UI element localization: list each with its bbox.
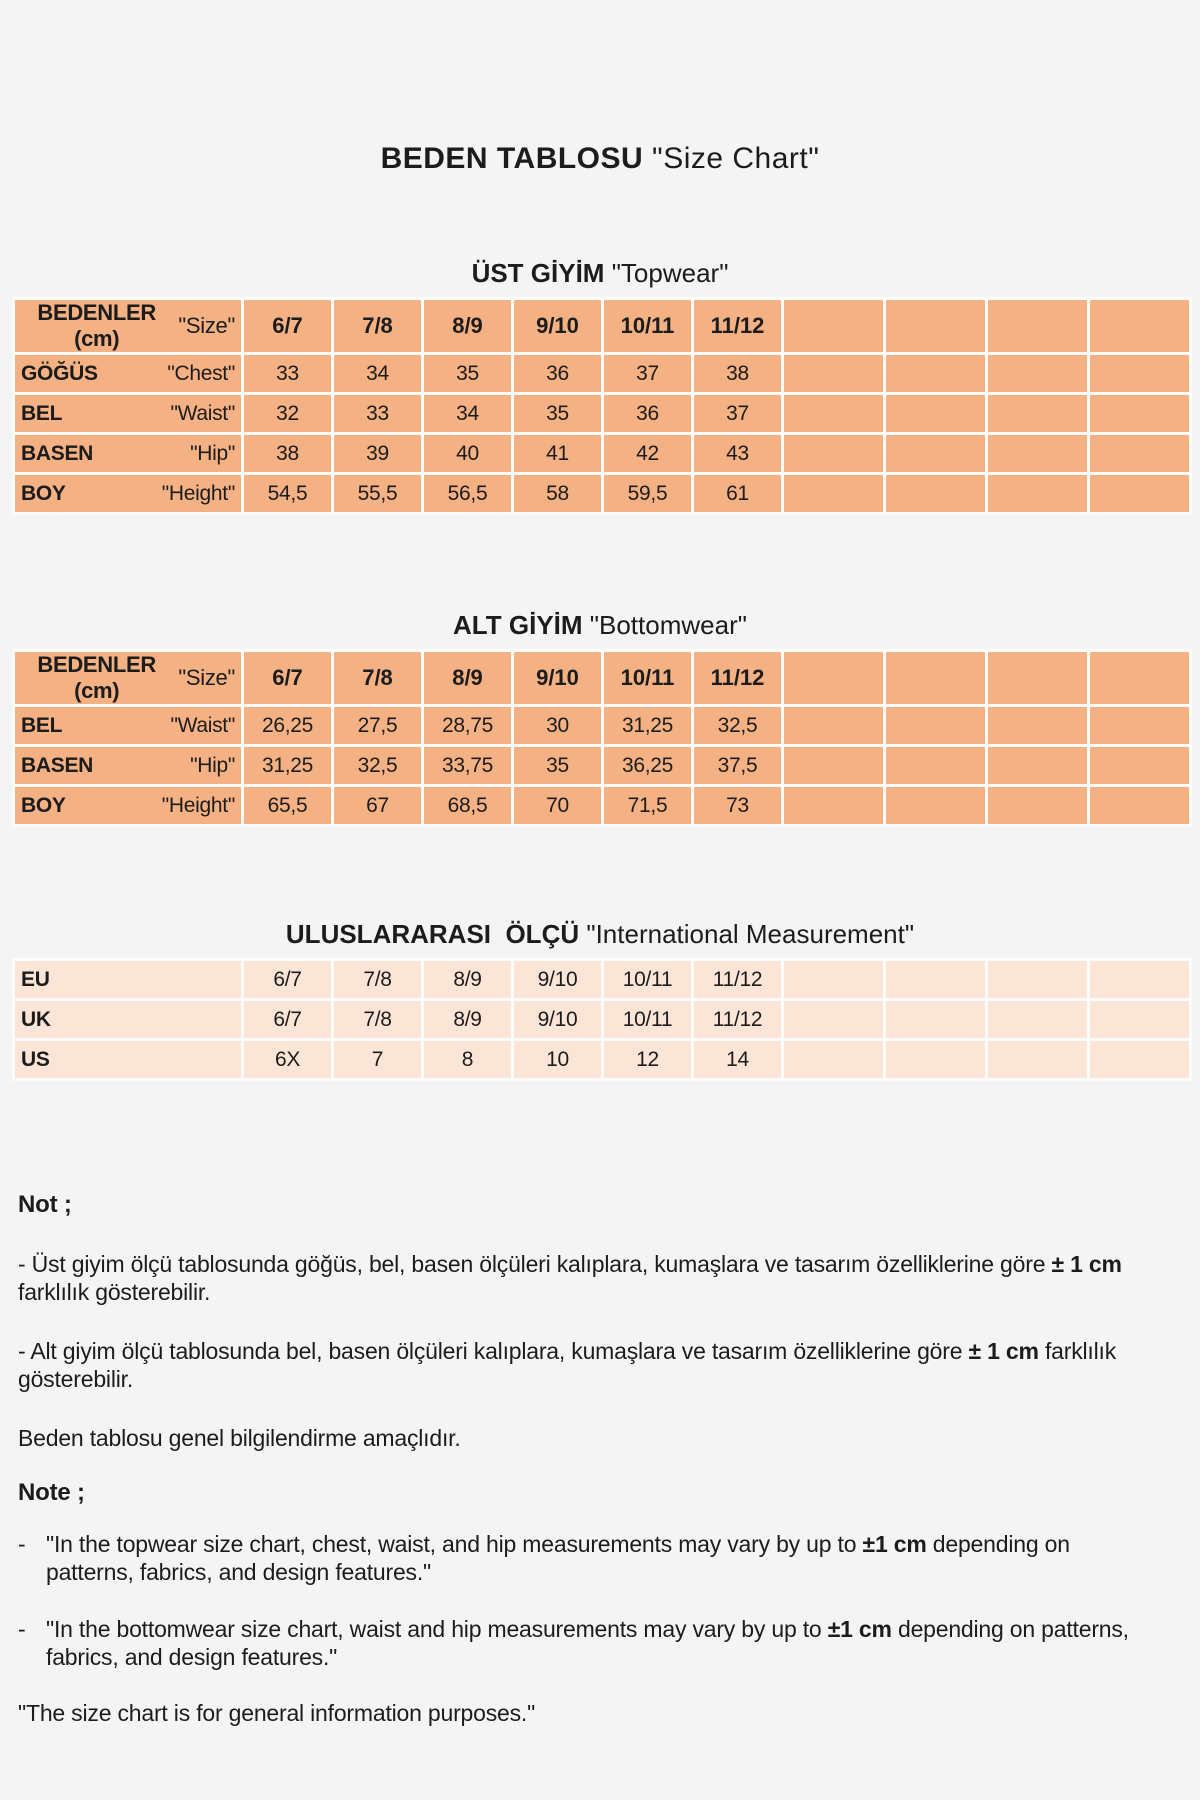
- empty-cell: [784, 355, 883, 392]
- empty-cell: [1090, 1001, 1189, 1038]
- international-eu: [15, 961, 241, 998]
- measurement-value: 61: [694, 475, 781, 512]
- topwear-size-col: 11/12: [694, 300, 781, 352]
- bottomwear-heading-english: "Bottomwear": [582, 610, 747, 640]
- measurement-value: 35: [424, 355, 511, 392]
- topwear-bel: [15, 395, 241, 432]
- measurement-value: 26,25: [244, 707, 331, 744]
- empty-cell: [784, 652, 883, 704]
- bottomwear-heading: [0, 610, 1200, 640]
- empty-cell: [886, 395, 985, 432]
- turkish-note-topwear: [18, 1250, 1178, 1306]
- english-note-topwear-text: [46, 1530, 1178, 1586]
- bullet-dash: -: [18, 1616, 26, 1642]
- measurement-value: 43: [694, 435, 781, 472]
- bottomwear-size-header: [15, 652, 241, 704]
- topwear-size-col: 7/8: [334, 300, 421, 352]
- international-eu-label: EU: [21, 967, 50, 991]
- turkish-note-topwear-tolerance: ± 1 cm: [1051, 1251, 1122, 1277]
- measurement-value: 59,5: [604, 475, 691, 512]
- empty-cell: [886, 707, 985, 744]
- bullet-dash: -: [18, 1531, 26, 1557]
- english-note-bottomwear-text: [46, 1615, 1178, 1671]
- empty-cell: [784, 395, 883, 432]
- turkish-note-bottomwear: [18, 1337, 1178, 1393]
- bottomwear-boy: [15, 787, 241, 824]
- international-row-eu: [15, 961, 1189, 998]
- empty-cell: [988, 1001, 1087, 1038]
- empty-cell: [988, 395, 1087, 432]
- measurement-value: 11/12: [694, 961, 781, 998]
- empty-cell: [784, 707, 883, 744]
- topwear-size-col: 8/9: [424, 300, 511, 352]
- bottomwear-size-col: 10/11: [604, 652, 691, 704]
- measurement-value: 36,25: [604, 747, 691, 784]
- english-note-bottomwear: [18, 1615, 1178, 1671]
- topwear-size-header-label: BEDENLER (cm): [37, 300, 156, 351]
- measurement-value: 58: [514, 475, 601, 512]
- empty-cell: [886, 300, 985, 352]
- empty-cell: [886, 435, 985, 472]
- page-title-english: [643, 142, 819, 175]
- measurement-value: 32,5: [334, 747, 421, 784]
- english-note-bottomwear-tolerance: ±1 cm: [827, 1616, 892, 1642]
- bottomwear-bel-sublabel: "Waist": [170, 713, 235, 737]
- topwear-row-boy: [15, 475, 1189, 512]
- english-note-topwear-suffix: depending on patterns, fabrics, and design features.": [46, 1531, 1070, 1585]
- measurement-value: 40: [424, 435, 511, 472]
- topwear-bel-label: BEL: [21, 401, 63, 425]
- measurement-value: 35: [514, 747, 601, 784]
- topwear-göğüs: [15, 355, 241, 392]
- empty-cell: [1090, 707, 1189, 744]
- measurement-value: 68,5: [424, 787, 511, 824]
- topwear-heading-turkish: ÜST GİYİM: [471, 258, 605, 288]
- empty-cell: [886, 1001, 985, 1038]
- measurement-value: 34: [424, 395, 511, 432]
- measurement-value: 39: [334, 435, 421, 472]
- bottomwear-table: [0, 649, 1200, 827]
- empty-cell: [1090, 747, 1189, 784]
- turkish-note-bottomwear-tolerance: ± 1 cm: [968, 1338, 1039, 1364]
- international-uk: [15, 1001, 241, 1038]
- measurement-value: 27,5: [334, 707, 421, 744]
- empty-cell: [1090, 355, 1189, 392]
- bottomwear-bel-label: BEL: [21, 713, 63, 737]
- measurement-value: 10/11: [604, 961, 691, 998]
- measurement-value: 55,5: [334, 475, 421, 512]
- empty-cell: [988, 652, 1087, 704]
- measurement-value: 37: [604, 355, 691, 392]
- english-note-heading: Note ;: [18, 1479, 85, 1506]
- topwear-header-row: [15, 300, 1189, 352]
- measurement-value: 54,5: [244, 475, 331, 512]
- turkish-note-bottomwear-text: - Alt giyim ölçü tablosunda bel, basen ölçüleri kalıplara, kumaşlara ve tasarım özelliklerine göre: [18, 1338, 969, 1364]
- measurement-value: 73: [694, 787, 781, 824]
- topwear-basen: [15, 435, 241, 472]
- bottomwear-size-col: 11/12: [694, 652, 781, 704]
- bottomwear-basen-label: BASEN: [21, 753, 94, 777]
- measurement-value: 36: [514, 355, 601, 392]
- international-heading: [0, 919, 1200, 949]
- measurement-value: 38: [694, 355, 781, 392]
- topwear-row-basen: [15, 435, 1189, 472]
- topwear-heading-english: "Topwear": [604, 258, 729, 288]
- empty-cell: [988, 435, 1087, 472]
- topwear-göğüs-label: GÖĞÜS: [21, 361, 98, 385]
- empty-cell: [784, 961, 883, 998]
- measurement-value: 12: [604, 1041, 691, 1078]
- empty-cell: [784, 435, 883, 472]
- topwear-boy-label: BOY: [21, 481, 66, 505]
- measurement-value: 32,5: [694, 707, 781, 744]
- topwear-size-col: 10/11: [604, 300, 691, 352]
- empty-cell: [784, 475, 883, 512]
- measurement-value: 14: [694, 1041, 781, 1078]
- measurement-value: 42: [604, 435, 691, 472]
- english-note-topwear-tolerance: ±1 cm: [862, 1531, 927, 1557]
- empty-cell: [1090, 475, 1189, 512]
- measurement-value: 6/7: [244, 1001, 331, 1038]
- measurement-value: 34: [334, 355, 421, 392]
- bottomwear-grid: [12, 649, 1192, 827]
- empty-cell: [1090, 395, 1189, 432]
- international-us-label: US: [21, 1047, 50, 1071]
- topwear-bel-sublabel: "Waist": [170, 401, 235, 425]
- topwear-grid: [12, 297, 1192, 515]
- empty-cell: [886, 747, 985, 784]
- international-heading-turkish: ULUSLARARASI ÖLÇÜ: [285, 919, 580, 949]
- international-us: [15, 1041, 241, 1078]
- measurement-value: 38: [244, 435, 331, 472]
- empty-cell: [988, 475, 1087, 512]
- empty-cell: [784, 787, 883, 824]
- measurement-value: 67: [334, 787, 421, 824]
- empty-cell: [886, 787, 985, 824]
- empty-cell: [1090, 787, 1189, 824]
- empty-cell: [1090, 435, 1189, 472]
- empty-cell: [784, 747, 883, 784]
- international-grid: [12, 958, 1192, 1081]
- empty-cell: [886, 475, 985, 512]
- page-title-turkish: BEDEN TABLOSU: [380, 142, 644, 175]
- empty-cell: [988, 787, 1087, 824]
- topwear-table: [0, 297, 1200, 515]
- measurement-value: 11/12: [694, 1001, 781, 1038]
- notes-block: [18, 1191, 1178, 1727]
- measurement-value: 6X: [244, 1041, 331, 1078]
- topwear-size-col: 9/10: [514, 300, 601, 352]
- turkish-note-topwear-text: - Üst giyim ölçü tablosunda göğüs, bel, basen ölçüleri kalıplara, kumaşlara ve tasarım özelliklerine göre: [18, 1251, 1052, 1277]
- general-purpose-note: "The size chart is for general information purposes.": [18, 1700, 536, 1726]
- measurement-value: 8: [424, 1041, 511, 1078]
- turkish-note-topwear-suffix: farklılık gösterebilir.: [18, 1279, 211, 1305]
- topwear-row-g-s: [15, 355, 1189, 392]
- bottomwear-basen: [15, 747, 241, 784]
- topwear-göğüs-sublabel: "Chest": [167, 361, 235, 385]
- bottomwear-basen-sublabel: "Hip": [190, 753, 235, 777]
- measurement-value: 9/10: [514, 961, 601, 998]
- empty-cell: [1090, 961, 1189, 998]
- topwear-boy: [15, 475, 241, 512]
- empty-cell: [886, 355, 985, 392]
- measurement-value: 30: [514, 707, 601, 744]
- topwear-row-bel: [15, 395, 1189, 432]
- topwear-size-header: [15, 300, 241, 352]
- english-note-bottomwear-pre: "In the bottomwear size chart, waist and hip measurements may vary by up to: [46, 1616, 828, 1642]
- english-note-topwear: [18, 1530, 1178, 1586]
- measurement-value: 7/8: [334, 1001, 421, 1038]
- english-note-topwear-pre: "In the topwear size chart, chest, waist, and hip measurements may vary by up to: [46, 1531, 863, 1557]
- measurement-value: 9/10: [514, 1001, 601, 1038]
- empty-cell: [988, 747, 1087, 784]
- bottomwear-header-row: [15, 652, 1189, 704]
- measurement-value: 10/11: [604, 1001, 691, 1038]
- bottomwear-row-boy: [15, 787, 1189, 824]
- bottomwear-heading-turkish: ALT GİYİM: [453, 610, 583, 640]
- empty-cell: [784, 1001, 883, 1038]
- measurement-value: 41: [514, 435, 601, 472]
- measurement-value: 33,75: [424, 747, 511, 784]
- turkish-note-bottomwear-suffix: farklılık gösterebilir.: [18, 1338, 1116, 1392]
- bottomwear-size-col: 6/7: [244, 652, 331, 704]
- empty-cell: [784, 300, 883, 352]
- empty-cell: [1090, 1041, 1189, 1078]
- empty-cell: [886, 652, 985, 704]
- bottomwear-size-col: 7/8: [334, 652, 421, 704]
- measurement-value: 28,75: [424, 707, 511, 744]
- international-row-us: [15, 1041, 1189, 1078]
- bottomwear-size-header-label: BEDENLER (cm): [37, 652, 156, 703]
- measurement-value: 6/7: [244, 961, 331, 998]
- turkish-note-general: Beden tablosu genel bilgilendirme amaçlıdır.: [18, 1425, 461, 1451]
- topwear-basen-label: BASEN: [21, 441, 94, 465]
- international-uk-label: UK: [21, 1007, 51, 1031]
- topwear-basen-sublabel: "Hip": [190, 441, 235, 465]
- measurement-value: 8/9: [424, 961, 511, 998]
- measurement-value: 31,25: [604, 707, 691, 744]
- bottomwear-row-bel: [15, 707, 1189, 744]
- bottomwear-row-basen: [15, 747, 1189, 784]
- measurement-value: 56,5: [424, 475, 511, 512]
- page-title: [0, 0, 1200, 176]
- empty-cell: [1090, 300, 1189, 352]
- topwear-size-header-sublabel: "Size": [178, 313, 235, 338]
- empty-cell: [1090, 652, 1189, 704]
- empty-cell: [988, 961, 1087, 998]
- measurement-value: 37,5: [694, 747, 781, 784]
- measurement-value: 7/8: [334, 961, 421, 998]
- bottomwear-boy-label: BOY: [21, 793, 66, 817]
- measurement-value: 8/9: [424, 1001, 511, 1038]
- measurement-value: 10: [514, 1041, 601, 1078]
- topwear-heading: [0, 258, 1200, 288]
- empty-cell: [886, 961, 985, 998]
- international-heading-english: "International Measurement": [579, 919, 915, 949]
- bottomwear-size-header-sublabel: "Size": [178, 665, 235, 690]
- measurement-value: 71,5: [604, 787, 691, 824]
- empty-cell: [988, 707, 1087, 744]
- empty-cell: [886, 1041, 985, 1078]
- measurement-value: 65,5: [244, 787, 331, 824]
- empty-cell: [988, 355, 1087, 392]
- measurement-value: 70: [514, 787, 601, 824]
- empty-cell: [784, 1041, 883, 1078]
- measurement-value: 7: [334, 1041, 421, 1078]
- page-title-quote: "Size Chart": [652, 142, 820, 175]
- empty-cell: [988, 300, 1087, 352]
- measurement-value: 31,25: [244, 747, 331, 784]
- international-row-uk: [15, 1001, 1189, 1038]
- measurement-value: 33: [334, 395, 421, 432]
- measurement-value: 36: [604, 395, 691, 432]
- turkish-note-heading: Not ;: [18, 1191, 72, 1218]
- bottomwear-size-col: 8/9: [424, 652, 511, 704]
- measurement-value: 35: [514, 395, 601, 432]
- bottomwear-size-col: 9/10: [514, 652, 601, 704]
- empty-cell: [988, 1041, 1087, 1078]
- english-note-bottomwear-suffix: depending on patterns, fabrics, and design features.": [46, 1616, 1129, 1670]
- topwear-boy-sublabel: "Height": [161, 481, 235, 505]
- measurement-value: 32: [244, 395, 331, 432]
- measurement-value: 37: [694, 395, 781, 432]
- measurement-value: 33: [244, 355, 331, 392]
- bottomwear-bel: [15, 707, 241, 744]
- bottomwear-boy-sublabel: "Height": [161, 793, 235, 817]
- topwear-size-col: 6/7: [244, 300, 331, 352]
- international-table: [0, 958, 1200, 1081]
